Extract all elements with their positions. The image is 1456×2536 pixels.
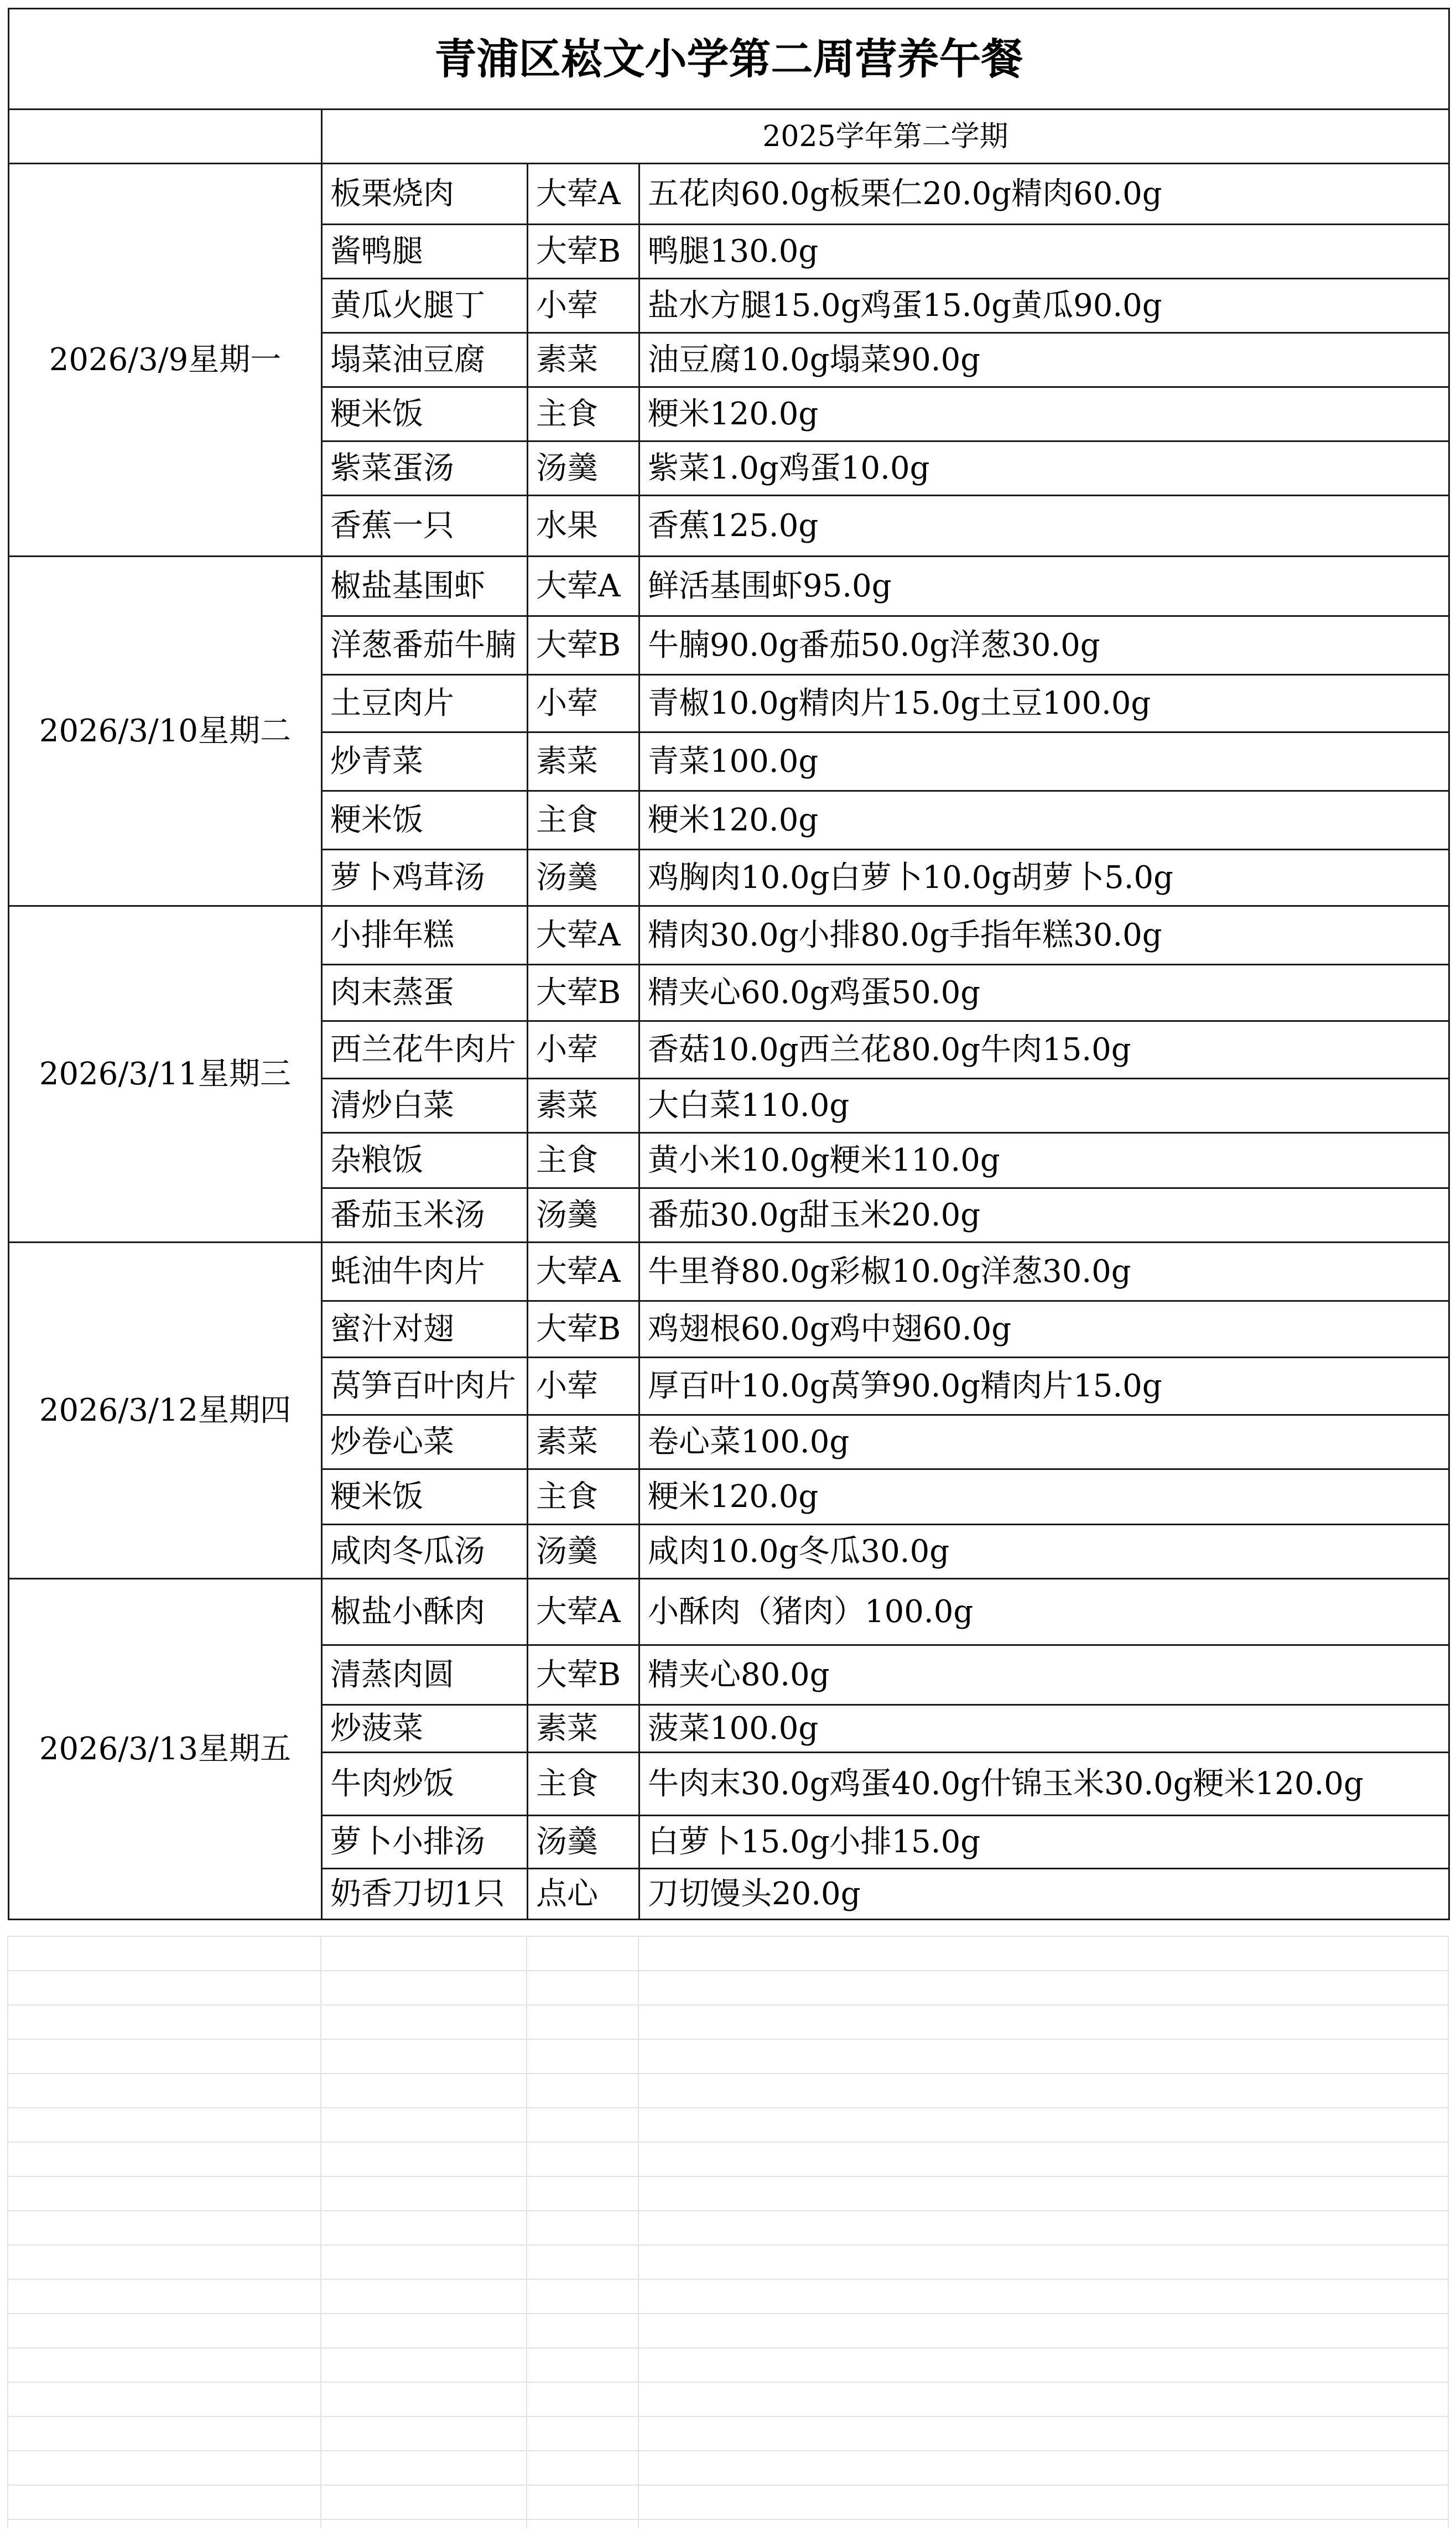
dish-name: 番茄玉米汤 — [322, 1188, 528, 1243]
dish-ingredients: 牛里脊80.0g彩椒10.0g洋葱30.0g — [639, 1243, 1449, 1301]
dish-name: 蜜汁对翅 — [322, 1301, 528, 1358]
dish-name: 西兰花牛肉片 — [322, 1021, 528, 1079]
dish-name: 莴笋百叶肉片 — [322, 1358, 528, 1415]
dish-category: 汤羹 — [528, 441, 639, 496]
dish-ingredients: 卷心菜100.0g — [639, 1415, 1449, 1469]
dish-ingredients: 紫菜1.0g鸡蛋10.0g — [639, 441, 1449, 496]
dish-category: 素菜 — [528, 1415, 639, 1469]
dish-name: 黄瓜火腿丁 — [322, 279, 528, 333]
dish-ingredients: 粳米120.0g — [639, 387, 1449, 441]
dish-category: 素菜 — [528, 732, 639, 791]
dish-category: 主食 — [528, 1133, 639, 1188]
dish-category: 素菜 — [528, 1079, 639, 1133]
dish-ingredients: 精肉30.0g小排80.0g手指年糕30.0g — [639, 906, 1449, 965]
dish-category: 汤羹 — [528, 1816, 639, 1869]
dish-category: 小荤 — [528, 1021, 639, 1079]
dish-name: 洋葱番茄牛腩 — [322, 616, 528, 675]
dish-ingredients: 番茄30.0g甜玉米20.0g — [639, 1188, 1449, 1243]
dish-category: 大荤B — [528, 1301, 639, 1358]
day-date: 2026/3/9星期一 — [9, 164, 322, 557]
dish-ingredients: 鸡胸肉10.0g白萝卜10.0g胡萝卜5.0g — [639, 850, 1449, 906]
dish-name: 奶香刀切1只 — [322, 1869, 528, 1920]
dish-name: 炒菠菜 — [322, 1705, 528, 1753]
menu-row — [9, 906, 1449, 965]
day-date: 2026/3/11星期三 — [9, 906, 322, 1243]
dish-name: 香蕉一只 — [322, 496, 528, 557]
dish-name: 板栗烧肉 — [322, 164, 528, 225]
dish-ingredients: 精夹心60.0g鸡蛋50.0g — [639, 965, 1449, 1021]
dish-category: 小荤 — [528, 675, 639, 732]
dish-category: 汤羹 — [528, 1525, 639, 1579]
dish-category: 大荤B — [528, 616, 639, 675]
dish-ingredients: 青菜100.0g — [639, 732, 1449, 791]
dish-ingredients: 鸡翅根60.0g鸡中翅60.0g — [639, 1301, 1449, 1358]
dish-ingredients: 精夹心80.0g — [639, 1645, 1449, 1705]
menu-row — [9, 1243, 1449, 1301]
dish-ingredients: 黄小米10.0g粳米110.0g — [639, 1133, 1449, 1188]
day-date: 2026/3/13星期五 — [9, 1579, 322, 1920]
dish-category: 主食 — [528, 791, 639, 850]
dish-name: 椒盐基围虾 — [322, 557, 528, 616]
dish-ingredients: 鸭腿130.0g — [639, 225, 1449, 279]
dish-name: 塌菜油豆腐 — [322, 333, 528, 387]
dish-ingredients: 青椒10.0g精肉片15.0g土豆100.0g — [639, 675, 1449, 732]
dish-name: 椒盐小酥肉 — [322, 1579, 528, 1645]
dish-category: 大荤B — [528, 225, 639, 279]
dish-category: 汤羹 — [528, 1188, 639, 1243]
dish-category: 大荤A — [528, 906, 639, 965]
dish-name: 粳米饭 — [322, 791, 528, 850]
dish-ingredients: 刀切馒头20.0g — [639, 1869, 1449, 1920]
dish-name: 土豆肉片 — [322, 675, 528, 732]
lunch-menu-table — [8, 8, 1450, 1920]
dish-category: 大荤B — [528, 1645, 639, 1705]
dish-category: 素菜 — [528, 333, 639, 387]
menu-row — [9, 1579, 1449, 1645]
dish-category: 大荤A — [528, 1579, 639, 1645]
dish-ingredients: 小酥肉（猪肉）100.0g — [639, 1579, 1449, 1645]
dish-category: 大荤B — [528, 965, 639, 1021]
dish-ingredients: 香菇10.0g西兰花80.0g牛肉15.0g — [639, 1021, 1449, 1079]
dish-ingredients: 牛肉末30.0g鸡蛋40.0g什锦玉米30.0g粳米120.0g — [639, 1753, 1449, 1816]
dish-category: 大荤A — [528, 164, 639, 225]
dish-category: 主食 — [528, 1753, 639, 1816]
dish-ingredients: 粳米120.0g — [639, 1469, 1449, 1525]
dish-ingredients: 白萝卜15.0g小排15.0g — [639, 1816, 1449, 1869]
dish-ingredients: 咸肉10.0g冬瓜30.0g — [639, 1525, 1449, 1579]
dish-ingredients: 粳米120.0g — [639, 791, 1449, 850]
dish-name: 杂粮饭 — [322, 1133, 528, 1188]
dish-name: 肉末蒸蛋 — [322, 965, 528, 1021]
dish-category: 主食 — [528, 387, 639, 441]
term-label: 2025学年第二学期 — [322, 110, 1449, 164]
dish-name: 萝卜鸡茸汤 — [322, 850, 528, 906]
menu-title: 青浦区崧文小学第二周营养午餐 — [9, 9, 1449, 110]
dish-name: 炒卷心菜 — [322, 1415, 528, 1469]
dish-name: 蚝油牛肉片 — [322, 1243, 528, 1301]
empty-header-cell — [9, 110, 322, 164]
dish-category: 点心 — [528, 1869, 639, 1920]
dish-ingredients: 牛腩90.0g番茄50.0g洋葱30.0g — [639, 616, 1449, 675]
dish-category: 素菜 — [528, 1705, 639, 1753]
dish-name: 咸肉冬瓜汤 — [322, 1525, 528, 1579]
day-date: 2026/3/12星期四 — [9, 1243, 322, 1579]
dish-category: 大荤A — [528, 557, 639, 616]
dish-ingredients: 盐水方腿15.0g鸡蛋15.0g黄瓜90.0g — [639, 279, 1449, 333]
dish-category: 小荤 — [528, 1358, 639, 1415]
dish-name: 粳米饭 — [322, 387, 528, 441]
menu-row — [9, 557, 1449, 616]
dish-name: 紫菜蛋汤 — [322, 441, 528, 496]
dish-category: 水果 — [528, 496, 639, 557]
dish-name: 酱鸭腿 — [322, 225, 528, 279]
dish-category: 大荤A — [528, 1243, 639, 1301]
menu-row — [9, 164, 1449, 225]
dish-ingredients: 厚百叶10.0g莴笋90.0g精肉片15.0g — [639, 1358, 1449, 1415]
dish-name: 牛肉炒饭 — [322, 1753, 528, 1816]
dish-name: 炒青菜 — [322, 732, 528, 791]
dish-ingredients: 香蕉125.0g — [639, 496, 1449, 557]
day-date: 2026/3/10星期二 — [9, 557, 322, 906]
dish-ingredients: 五花肉60.0g板栗仁20.0g精肉60.0g — [639, 164, 1449, 225]
dish-name: 粳米饭 — [322, 1469, 528, 1525]
dish-name: 小排年糕 — [322, 906, 528, 965]
dish-category: 主食 — [528, 1469, 639, 1525]
dish-category: 汤羹 — [528, 850, 639, 906]
dish-name: 萝卜小排汤 — [322, 1816, 528, 1869]
dish-name: 清炒白菜 — [322, 1079, 528, 1133]
dish-name: 清蒸肉圆 — [322, 1645, 528, 1705]
dish-ingredients: 大白菜110.0g — [639, 1079, 1449, 1133]
dish-ingredients: 鲜活基围虾95.0g — [639, 557, 1449, 616]
dish-ingredients: 菠菜100.0g — [639, 1705, 1449, 1753]
dish-ingredients: 油豆腐10.0g塌菜90.0g — [639, 333, 1449, 387]
dish-category: 小荤 — [528, 279, 639, 333]
